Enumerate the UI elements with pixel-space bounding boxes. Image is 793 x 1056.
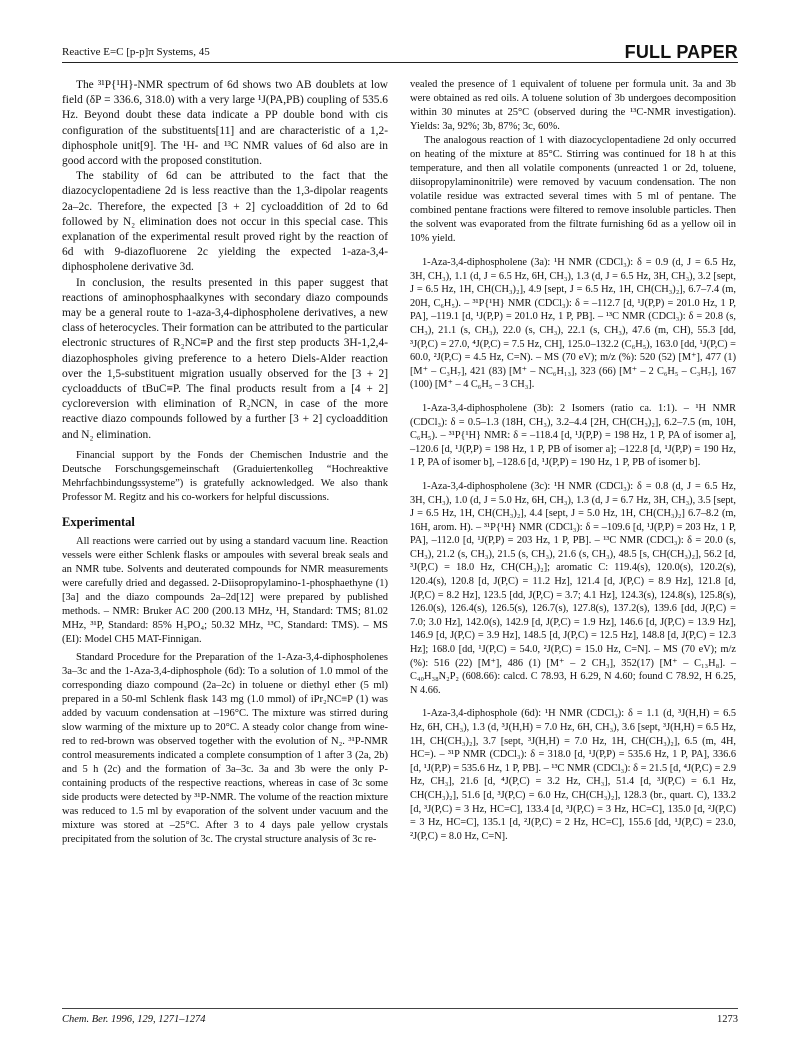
acknowledgement: Financial support by the Fonds der Chemischen Industrie and the Deutsche Forschungsgemeinschaft (Graduiertenkolleg “Hochreaktive Mehrfachbindungssysteme”) is gratefully acknowledged. We also thank Professor M. Regitz and his co-workers for helpful discussions.: [62, 449, 388, 503]
left-column: [62, 78, 388, 847]
experimental-paragraph: vealed the presence of 1 equivalent of toluene per formula unit. 3a and 3b were obtained as red oils. A toluene solution of 3b undergoes decomposition within 30 minutes at 25°C (observed during the ¹³C-NMR investigation). Yields: 3a, 92%; 3b, 87%; 3c, 60%.: [410, 79, 736, 132]
compound-data-3b: 1-Aza-3,4-diphospholene (3b): 2 Isomers (ratio ca. 1:1). – ¹H NMR (CDCl₃): δ = 0.5–1.3 (18H, CH₃), 3.2–4.4 [2H, CH(CH₃)₂], 6.2–7.5 (m, 10H, C₆H₅). – ³¹P{¹H} NMR: δ = –118.4 [d, ¹J(P,P) = 198 Hz, 1 P, PA of isomer a], –120.6 [d, ¹J(P,P) = 198 Hz, 1 P, PB of isomer a]; –122.8 [d, ¹J(P,P) = 190 Hz, 1 P, PA of isomer b], –128.6 [d, ¹J(P,P) = 190 Hz, 1 P, PB of isomer b].: [410, 402, 736, 469]
journal-citation: Chem. Ber. 1996, 129, 1271–1274: [62, 1014, 206, 1025]
experimental-paragraph: All reactions were carried out by using a standard vacuum line. Reaction vessels were either Schlenk flasks or ampoules with several break seals and an NMR tube. Solvents and deuterated compounds for NMR measurements were carefully dried and degassed. 2-Diisopropylamino-1-phosphaethyne (1)[3a] and the diazo compounds 2a–2d[12] were prepared by published methods. – NMR: Bruker AC 200 (200.13 MHz, ¹H, Standard: TMS; 81.02 MHz, ³¹P, Standard: 85% H₃PO₄; 50.32 MHz, ¹³C, Standard: TMS). – MS (EI): Model CH5 MAT-Finnigan.: [62, 536, 388, 646]
body-paragraph: In conclusion, the results presented in this paper suggest that reactions of aminophosphaalkynes with secondary diazo compounds may be a general route to 1-aza-3,4-diphospholene derivatives, a new class of heterocycles. Their formation can be attributed to the particular electronic structures of R₂NC≡P and the first step products 3H-1,2,4-diazophospholes giving preference to a hetero Diels-Alder reaction over the 1,5-substituent migration usually observed for the [3 + 2] cycloadducts of tBuC≡P. The final products result from a [4 + 2] cycloreversion with elimination of R₂NCN, in case of the more reactive diazo compounds followed by a further [3 + 2] cycloaddition and N₂ elimination.: [62, 276, 388, 441]
compound-data-6d: 1-Aza-3,4-diphosphole (6d): ¹H NMR (CDCl₃): δ = 1.1 (d, ³J(H,H) = 6.5 Hz, 6H, CH₃), 1.3 (d, ³J(H,H) = 7.0 Hz, 6H, CH₃), 3.6 [sept, ³J(H,H) = 6.5 Hz, 1H, CH(CH₃)₂], 3.7 [sept, ³J(H,H) = 7.0 Hz, 1H, CH(CH₃)₂], 6.5 (m, 4H, HC=). – ³¹P NMR (CDCl₃): δ = 318.0 [d, ¹J(P,P) = 535.6 Hz, 1 P, PA], 336.6 [d, ¹J(P,P) = 535.6 Hz, 1 P, PB]. – ¹³C NMR (CDCl₃): δ = 21.5 [d, ⁴J(P,C) = 2.9 Hz, CH₃], 21.6 [d, ⁴J(P,C) = 3.2 Hz, CH₃], 51.4 [d, ³J(P,C) = 6.1 Hz, CH(CH₃)₂], 51.6 [d, ³J(P,C) = 6.0 Hz, CH(CH₃)₂], 128.3 (br., quart. C), 133.2 [d, ³J(P,C) = 3 Hz, HC=C], 133.4 [d, ³J(P,C) = 3 Hz, HC=C], 135.0 [d, ²J(P,C) = 3 Hz, HC=C], 135.1 [d, ²J(P,C) = 2 Hz, HC=C], 155.6 [dd, ¹J(P,C) = 23.0, ²J(P,C) = 8.0 Hz, C=N].: [410, 708, 736, 842]
compound-data-3c: 1-Aza-3,4-diphospholene (3c): ¹H NMR (CDCl₃): δ = 0.8 (d, J = 6.5 Hz, 3H, CH₃), 1.0 (d, J = 5.0 Hz, 6H, CH₃), 1.3 (d, J = 6.7 Hz, 3H, CH₃), 3.5 [sept, J = 6.5 Hz, 1H, CH(CH₃)₂], 4.4 [sept, J = 5.0 Hz, 1H, CH(CH₃)₂] 6.7–8.2 (m, 16H, arom. H). – ³¹P{¹H} NMR (CDCl₃): δ = –109.6 [d, ¹J(P,P) = 203 Hz, 1 P, PA], –112.0 [d, ¹J(P,P) = 203 Hz, 1 P, PB]. – ¹³C NMR (CDCl₃): δ = 20.0 (s, CH₃), 21.2 (s, CH₃), 21.5 (s, CH₃), 21.6 (s, CH₃), 48.5 [s, CH(CH₃)₂], 56.2 [d, ³J(P,C) = 18.0 Hz, CH(CH₃)₂]; aromatic C: 119.4(s), 120.0(s), 120.2(s), 120.4(s), 120.8 [d, J(P,C) = 11.2 Hz], 121.4 [d, J(P,C) = 8.9 Hz], 121.8 [d, J(P,C) = 8.2 Hz], 123.5 [dd, J(P,C) = 3.7; 4.1 Hz], 124.3(s), 124.8(s), 125.8(s), 126.0(s), 126.4(s), 126.5(s), 126.7(s), 127.8(s), 137.2(s), 139.6 [dd, J(P,C) = 7.0; 3.0 Hz], 142.0(s), 142.9 [d, J(P,C) = 1.9 Hz], 146.6 [d, J(P,C) = 13.9 Hz], 146.9 [d, J(P,C) = 3.9 Hz], 148.5 [d, J(P,C) = 12.5 Hz], 148.8 [d, J(P,C) = 12.3 Hz]; 168.0 [dd, ¹J(P,C) = 54.0, ²J(P,C) = 15.0 Hz, C=N]. – MS (70 eV); m/z (%): 516 (22) [M⁺], 486 (1) [M⁺ – 2 CH₃], 352(17) [M⁺ – C₁₃H₈]. – C₄₀H₃₈N₂P₂ (608.66): calcd. C 78.93, H 6.29, N 4.60; found C 78.92, H 6.25, N 4.66.: [410, 480, 736, 696]
header-rule: [62, 62, 738, 63]
experimental-heading: Experimental: [62, 514, 135, 529]
experimental-paragraph: Standard Procedure for the Preparation of the 1-Aza-3,4-diphospholenes 3a–3c and the 1-Aza-3,4-diphosphole (6d): To a solution of 1.0 mmol of the corresponding diazo compound (2a–2c) in toluene or diethyl ether (5 ml) prepared in a 50-ml Schlenk flask 143 mg (1.0 mmol) of iPr₂NC≡P (1) was added by vacuum condensation at –196°C. The mixture was stirred during slow warming of the mixture up to 20°C. A steady color change from wine-red to red-brown was observed together with the evolution of N₂. ³¹P-NMR control measurements indicated a complete consumption of 1 after 3 (2a, 2b) and 5 h (2c) and the formation of 3a–3c. 3a and 3b were the only P-containing products of the respective reactions, whereas in case of 3c some side products were detected by ³¹P-NMR. The volume of the reaction mixture was reduced to 1.5 ml by evaporation of the solvent under vacuum and the mixture was stored at –25°C. After 3 to 4 days pale yellow crystals precipitated from the solution of 3c. The crystal structure analysis of 3c re-: [62, 652, 388, 846]
page-header: [62, 42, 738, 64]
running-title: Reactive E=C [p-p]π Systems, 45: [62, 46, 210, 58]
right-column: [410, 78, 736, 843]
body-paragraph: The stability of 6d can be attributed to the fact that the diazocyclopentadiene 2d is less reactive than the 1,3-dipolar reagents 2a–2c. Therefore, the expected [3 + 2] cycloaddition of 2d to 6d followed by N₂ elimination does not occur in this special case. This explanation of the experimental result proved right by the reaction of 6d with 9-diazofluorene 2c yielding the expected 1-aza-3,4-diphospholene derivative 3d.: [62, 170, 388, 274]
footer-rule: [62, 1008, 738, 1009]
body-paragraph: The ³¹P{¹H}-NMR spectrum of 6d shows two AB doublets at low field (δP = 336.6, 318.0) with a very large ¹J(PA,PB) coupling of 535.6 Hz. Beyond doubt these data indicate a PP double bond with cis configuration of the substituents[11] and are characteristic of a 1,2-diphosphole unit[9]. The ¹H- and ¹³C NMR values of 6d also are in good accord with the proposed constitution.: [62, 79, 388, 168]
compound-data-3a: 1-Aza-3,4-diphospholene (3a): ¹H NMR (CDCl₃): δ = 0.9 (d, J = 6.5 Hz, 3H, CH₃), 1.1 (d, J = 6.5 Hz, 6H, CH₃), 1.3 (d, J = 6.5 Hz, 3H, CH₃), 3.2 [sept, J = 6.5 Hz, 1H, CH(CH₃)₂], 4.9 [sept, J = 6.5 Hz, 1H, CH(CH₃)₂], 6.7–7.4 (m, 20H, C₆H₅). – ³¹P{¹H} NMR (CDCl₃): δ = –112.7 [d, ¹J(P,P) = 201.0 Hz, 1 P, PA], –119.1 [d, ¹J(P,P) = 201.0 Hz, 1 P, PB]. – ¹³C NMR (CDCl₃): δ = 20.8 (s, CH₃), 21.1 (s, CH₃), 22.0 (s, CH₃), 22.1 (s, CH₃), 47.6 (m, CH), 55.3 [dd, ³J(P,C) = 27.0, ⁴J(P,C) = 7.5 Hz, CH], 125.0–132.2 (C₆H₅), 163.0 [dd, ¹J(P,C) = 60.0, ²J(P,C) = 4.5 Hz, C=N). – MS (70 eV); m/z (%): 520 (52) [M⁺], 477 (1) [M⁺ – C₃H₇], 421 (83) [M⁺ – NC₆H₁₃], 323 (66) [M⁺ – 2 C₆H₅ – C₃H₇], 167 (100) [M⁺ – 4 C₆H₅ – 3 CH₃].: [410, 257, 736, 391]
section-label: FULL PAPER: [624, 42, 738, 62]
experimental-paragraph: The analogous reaction of 1 with diazocyclopentadiene 2d only occurred on heating of the mixture at 85°C. Stirring was continued for 18 h at this temperature, and then all volatile components (unreacted 1 or 2d, toluene, diisopropylaminonitrile) were removed by vacuum condensation. The non volatile residue was extracted several times with 5 ml of pentane. The combined pentane fractions were filtered to remove insoluble particles. Then the solvent was evaporated from the filtrate furnishing 6d as a yellow oil in 10% yield.: [410, 135, 736, 244]
page-number: 1273: [717, 1014, 738, 1025]
